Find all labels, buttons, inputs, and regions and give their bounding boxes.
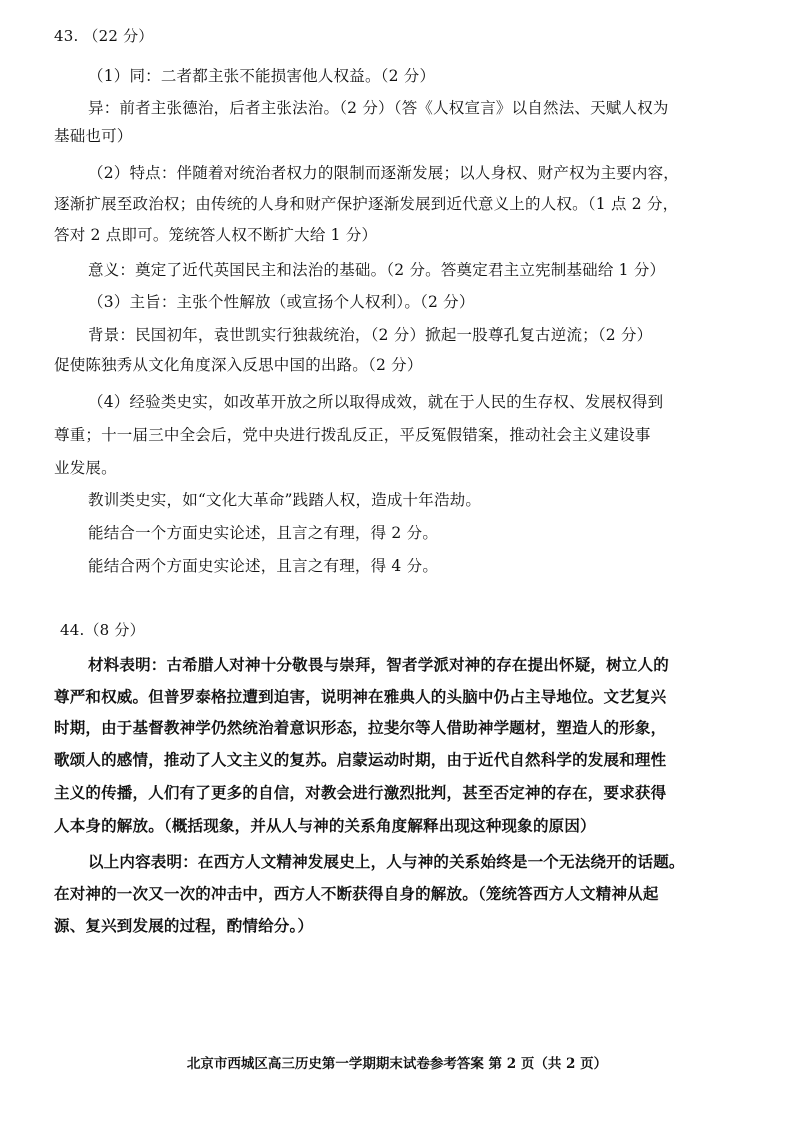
q44-line-8: 在对神的一次又一次的冲击中，西方人不断获得自身的解放。（笼统答西方人文精神从起 xyxy=(54,884,659,903)
q43-line-2: 异：前者主张德治，后者主张法治。（2 分）（答《人权宣言》以自然法、天赋人权为 xyxy=(88,99,669,117)
q43-line-15: 能结合一个方面史实论述，且言之有理，得 2 分。 xyxy=(88,524,439,542)
q44-line-9: 源、复兴到发展的过程，酌情给分。） xyxy=(54,916,314,935)
q43-line-4: （2）特点：伴随着对统治者权力的限制而逐渐发展；以人身权、财产权为主要内容， xyxy=(88,164,679,182)
q43-line-11: （4）经验类史实，如改革开放之所以取得成效，就在于人民的生存权、发展权得到 xyxy=(88,393,664,411)
q44-line-5: 主义的传播，人们有了更多的自信，对教会进行激烈批判，甚至否定神的存在，要求获得 xyxy=(54,783,667,802)
q43-line-14: 教训类史实，如“文化大革命”践踏人权，造成十年浩劫。 xyxy=(88,491,482,509)
q44-line-2: 尊严和权威。但普罗泰格拉遭到迫害，说明神在雅典人的头脑中仍占主导地位。文艺复兴 xyxy=(54,687,667,706)
q43-line-8: （3）主旨：主张个性解放（或宣扬个人权利）。（2 分） xyxy=(88,293,475,311)
question-44-heading: 44.（8 分） xyxy=(60,621,145,639)
q43-line-7: 意义：奠定了近代英国民主和法治的基础。（2 分。答奠定君主立宪制基础给 1 分） xyxy=(88,261,666,279)
q44-line-3: 时期，由于基督教神学仍然统治着意识形态，拉斐尔等人借助神学题材，塑造人的形象， xyxy=(54,718,667,737)
q44-line-7: 以上内容表明：在西方人文精神发展史上，人与神的关系始终是一个无法绕开的话题。 xyxy=(88,852,685,871)
page-footer: 北京市西城区高三历史第一学期期末试卷参考答案 第 2 页（共 2 页） xyxy=(186,1056,608,1072)
q43-line-10: 促使陈独秀从文化角度深入反思中国的出路。（2 分） xyxy=(54,356,423,374)
question-43-heading: 43. （22 分） xyxy=(54,27,154,45)
q43-line-9: 背景：民国初年，袁世凯实行独裁统治，（2 分）掀起一股尊孔复古逆流；（2 分） xyxy=(88,326,653,344)
q43-line-3: 基础也可） xyxy=(54,127,133,145)
q43-line-5: 逐渐扩展至政治权；由传统的人身和财产保护逐渐发展到近代意义上的人权。（1 点 2 分， xyxy=(54,195,679,213)
q43-line-6: 答对 2 点即可。笼统答人权不断扩大给 1 分） xyxy=(54,226,378,244)
q44-line-1: 材料表明：古希腊人对神十分敬畏与崇拜，智者学派对神的存在提出怀疑，树立人的 xyxy=(88,655,669,674)
q44-line-4: 歌颂人的感情，推动了人文主义的复苏。启蒙运动时期，由于近代自然科学的发展和理性 xyxy=(54,750,667,769)
q43-line-12: 尊重；十一届三中全会后，党中央进行拨乱反正，平反冤假错案，推动社会主义建设事 xyxy=(54,426,651,444)
q43-line-13: 业发展。 xyxy=(54,459,117,477)
q43-line-16: 能结合两个方面史实论述，且言之有理，得 4 分。 xyxy=(88,557,439,575)
q44-line-6: 人本身的解放。（概括现象，并从人与神的关系角度解释出现这种现象的原因） xyxy=(54,816,596,835)
q43-line-1: （1）同：二者都主张不能损害他人权益。（2 分） xyxy=(88,67,436,85)
